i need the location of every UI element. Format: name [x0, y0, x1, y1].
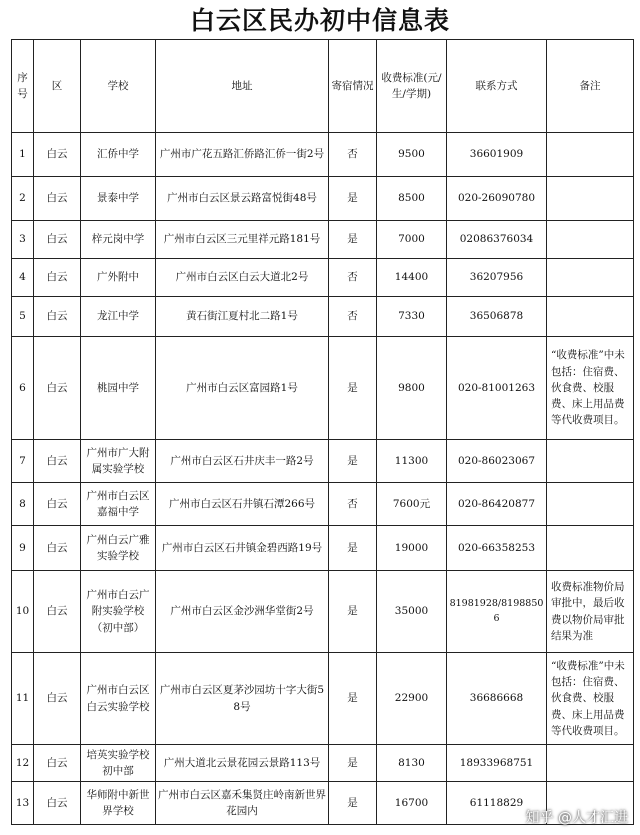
- header-district: 区: [34, 40, 81, 133]
- cell-remark: 收费标准物价局审批中，最后收费以物价局审批结果为准: [547, 571, 634, 653]
- cell-fee: 8130: [377, 745, 447, 782]
- cell-contact: 36601909: [447, 133, 547, 177]
- cell-fee: 9500: [377, 133, 447, 177]
- cell-boarding: 是: [329, 782, 377, 825]
- cell-boarding: 是: [329, 337, 377, 440]
- cell-contact: 02086376034: [447, 221, 547, 259]
- cell-contact: 020-66358253: [447, 526, 547, 571]
- table-row: [12, 745, 634, 782]
- cell-school: 广州市白云广附实验学校（初中部）: [81, 571, 156, 653]
- cell-remark: [547, 177, 634, 221]
- table-row: [12, 133, 634, 177]
- cell-contact: 18933968751: [447, 745, 547, 782]
- cell-school: 梓元岗中学: [81, 221, 156, 259]
- cell-district: 白云: [34, 526, 81, 571]
- cell-boarding: 否: [329, 483, 377, 526]
- cell-district: 白云: [34, 221, 81, 259]
- cell-no: 5: [12, 297, 34, 337]
- table-row: [12, 297, 634, 337]
- cell-boarding: 是: [329, 526, 377, 571]
- cell-address: 广州市白云区富园路1号: [156, 337, 329, 440]
- cell-contact: 36686668: [447, 653, 547, 745]
- cell-address: 广州大道北云景花园云景路113号: [156, 745, 329, 782]
- cell-fee: 9800: [377, 337, 447, 440]
- cell-fee: 7330: [377, 297, 447, 337]
- cell-contact: 61118829: [447, 782, 547, 825]
- table-row: [12, 221, 634, 259]
- table-row: [12, 177, 634, 221]
- cell-remark: [547, 297, 634, 337]
- cell-no: 13: [12, 782, 34, 825]
- cell-no: 7: [12, 440, 34, 483]
- cell-fee: 7000: [377, 221, 447, 259]
- cell-remark: [547, 526, 634, 571]
- cell-no: 2: [12, 177, 34, 221]
- cell-remark: [547, 440, 634, 483]
- cell-fee: 16700: [377, 782, 447, 825]
- cell-contact: 020-86023067: [447, 440, 547, 483]
- cell-address: 黄石街江夏村北二路1号: [156, 297, 329, 337]
- header-contact: 联系方式: [447, 40, 547, 133]
- cell-school: 广外附中: [81, 259, 156, 297]
- cell-district: 白云: [34, 297, 81, 337]
- cell-district: 白云: [34, 177, 81, 221]
- cell-address: 广州市广花五路汇侨路汇侨一街2号: [156, 133, 329, 177]
- cell-school: 桃园中学: [81, 337, 156, 440]
- cell-district: 白云: [34, 259, 81, 297]
- table-row: [12, 653, 634, 745]
- table-row: [12, 526, 634, 571]
- cell-school: 广州市白云区嘉福中学: [81, 483, 156, 526]
- cell-address: 广州市白云区金沙洲华堂街2号: [156, 571, 329, 653]
- cell-school: 广州市白云区白云实验学校: [81, 653, 156, 745]
- table-row: [12, 483, 634, 526]
- cell-address: 广州市白云区石井庆丰一路2号: [156, 440, 329, 483]
- cell-contact: 36506878: [447, 297, 547, 337]
- watermark-label: 知乎 @人才汇进: [525, 810, 628, 826]
- cell-boarding: 是: [329, 745, 377, 782]
- cell-fee: 22900: [377, 653, 447, 745]
- cell-no: 3: [12, 221, 34, 259]
- cell-fee: 14400: [377, 259, 447, 297]
- header-row: [12, 40, 634, 133]
- cell-fee: 8500: [377, 177, 447, 221]
- cell-no: 10: [12, 571, 34, 653]
- cell-boarding: 是: [329, 653, 377, 745]
- cell-fee: 35000: [377, 571, 447, 653]
- cell-school: 景泰中学: [81, 177, 156, 221]
- cell-address: 广州市白云区石井镇石潭266号: [156, 483, 329, 526]
- cell-no: 8: [12, 483, 34, 526]
- cell-district: 白云: [34, 133, 81, 177]
- cell-boarding: 否: [329, 259, 377, 297]
- cell-fee: 19000: [377, 526, 447, 571]
- table-row: [12, 259, 634, 297]
- cell-boarding: 是: [329, 440, 377, 483]
- header-fee: 收费标准(元/生/学期): [377, 40, 447, 133]
- header-address: 地址: [156, 40, 329, 133]
- cell-no: 1: [12, 133, 34, 177]
- cell-remark: [547, 221, 634, 259]
- cell-boarding: 是: [329, 221, 377, 259]
- cell-no: 6: [12, 337, 34, 440]
- page-title: 白云区民办初中信息表: [189, 6, 450, 35]
- cell-remark: [547, 133, 634, 177]
- cell-school: 培英实验学校初中部: [81, 745, 156, 782]
- cell-district: 白云: [34, 653, 81, 745]
- cell-address: 广州市白云区景云路富悦街48号: [156, 177, 329, 221]
- cell-district: 白云: [34, 337, 81, 440]
- table-row: [12, 337, 634, 440]
- cell-contact: 36207956: [447, 259, 547, 297]
- cell-address: 广州市白云区嘉禾集贤庄岭南新世界花园内: [156, 782, 329, 825]
- cell-boarding: 否: [329, 133, 377, 177]
- cell-remark: “收费标准”中未包括：住宿费、伙食费、校服费、床上用品费等代收费项目。: [547, 337, 634, 440]
- cell-no: 11: [12, 653, 34, 745]
- header-boarding: 寄宿情况: [329, 40, 377, 133]
- cell-remark: “收费标准”中未包括：住宿费、伙食费、校服费、床上用品费等代收费项目。: [547, 653, 634, 745]
- cell-boarding: 是: [329, 177, 377, 221]
- cell-contact: 81981928/81988506: [447, 571, 547, 653]
- cell-school: 汇侨中学: [81, 133, 156, 177]
- cell-remark: [547, 259, 634, 297]
- cell-no: 4: [12, 259, 34, 297]
- cell-address: 广州市白云区白云大道北2号: [156, 259, 329, 297]
- header-no: 序号: [12, 40, 34, 133]
- cell-fee: 7600元: [377, 483, 447, 526]
- school-table: [11, 39, 634, 825]
- table-row: [12, 440, 634, 483]
- cell-no: 9: [12, 526, 34, 571]
- header-remark: 备注: [547, 40, 634, 133]
- cell-school: 龙江中学: [81, 297, 156, 337]
- table-row: [12, 571, 634, 653]
- cell-remark: [547, 483, 634, 526]
- cell-school: 华师附中新世界学校: [81, 782, 156, 825]
- cell-district: 白云: [34, 782, 81, 825]
- cell-remark: [547, 745, 634, 782]
- cell-address: 广州市白云区石井镇金碧西路19号: [156, 526, 329, 571]
- cell-school: 广州市广大附属实验学校: [81, 440, 156, 483]
- cell-contact: 020-26090780: [447, 177, 547, 221]
- cell-address: 广州市白云区三元里祥元路181号: [156, 221, 329, 259]
- header-school: 学校: [81, 40, 156, 133]
- cell-boarding: 否: [329, 297, 377, 337]
- cell-district: 白云: [34, 745, 81, 782]
- cell-district: 白云: [34, 440, 81, 483]
- cell-district: 白云: [34, 571, 81, 653]
- cell-school: 广州白云广雅实验学校: [81, 526, 156, 571]
- cell-boarding: 是: [329, 571, 377, 653]
- cell-address: 广州市白云区夏茅沙园坊十字大街58号: [156, 653, 329, 745]
- cell-fee: 11300: [377, 440, 447, 483]
- cell-no: 12: [12, 745, 34, 782]
- cell-district: 白云: [34, 483, 81, 526]
- cell-contact: 020-81001263: [447, 337, 547, 440]
- cell-contact: 020-86420877: [447, 483, 547, 526]
